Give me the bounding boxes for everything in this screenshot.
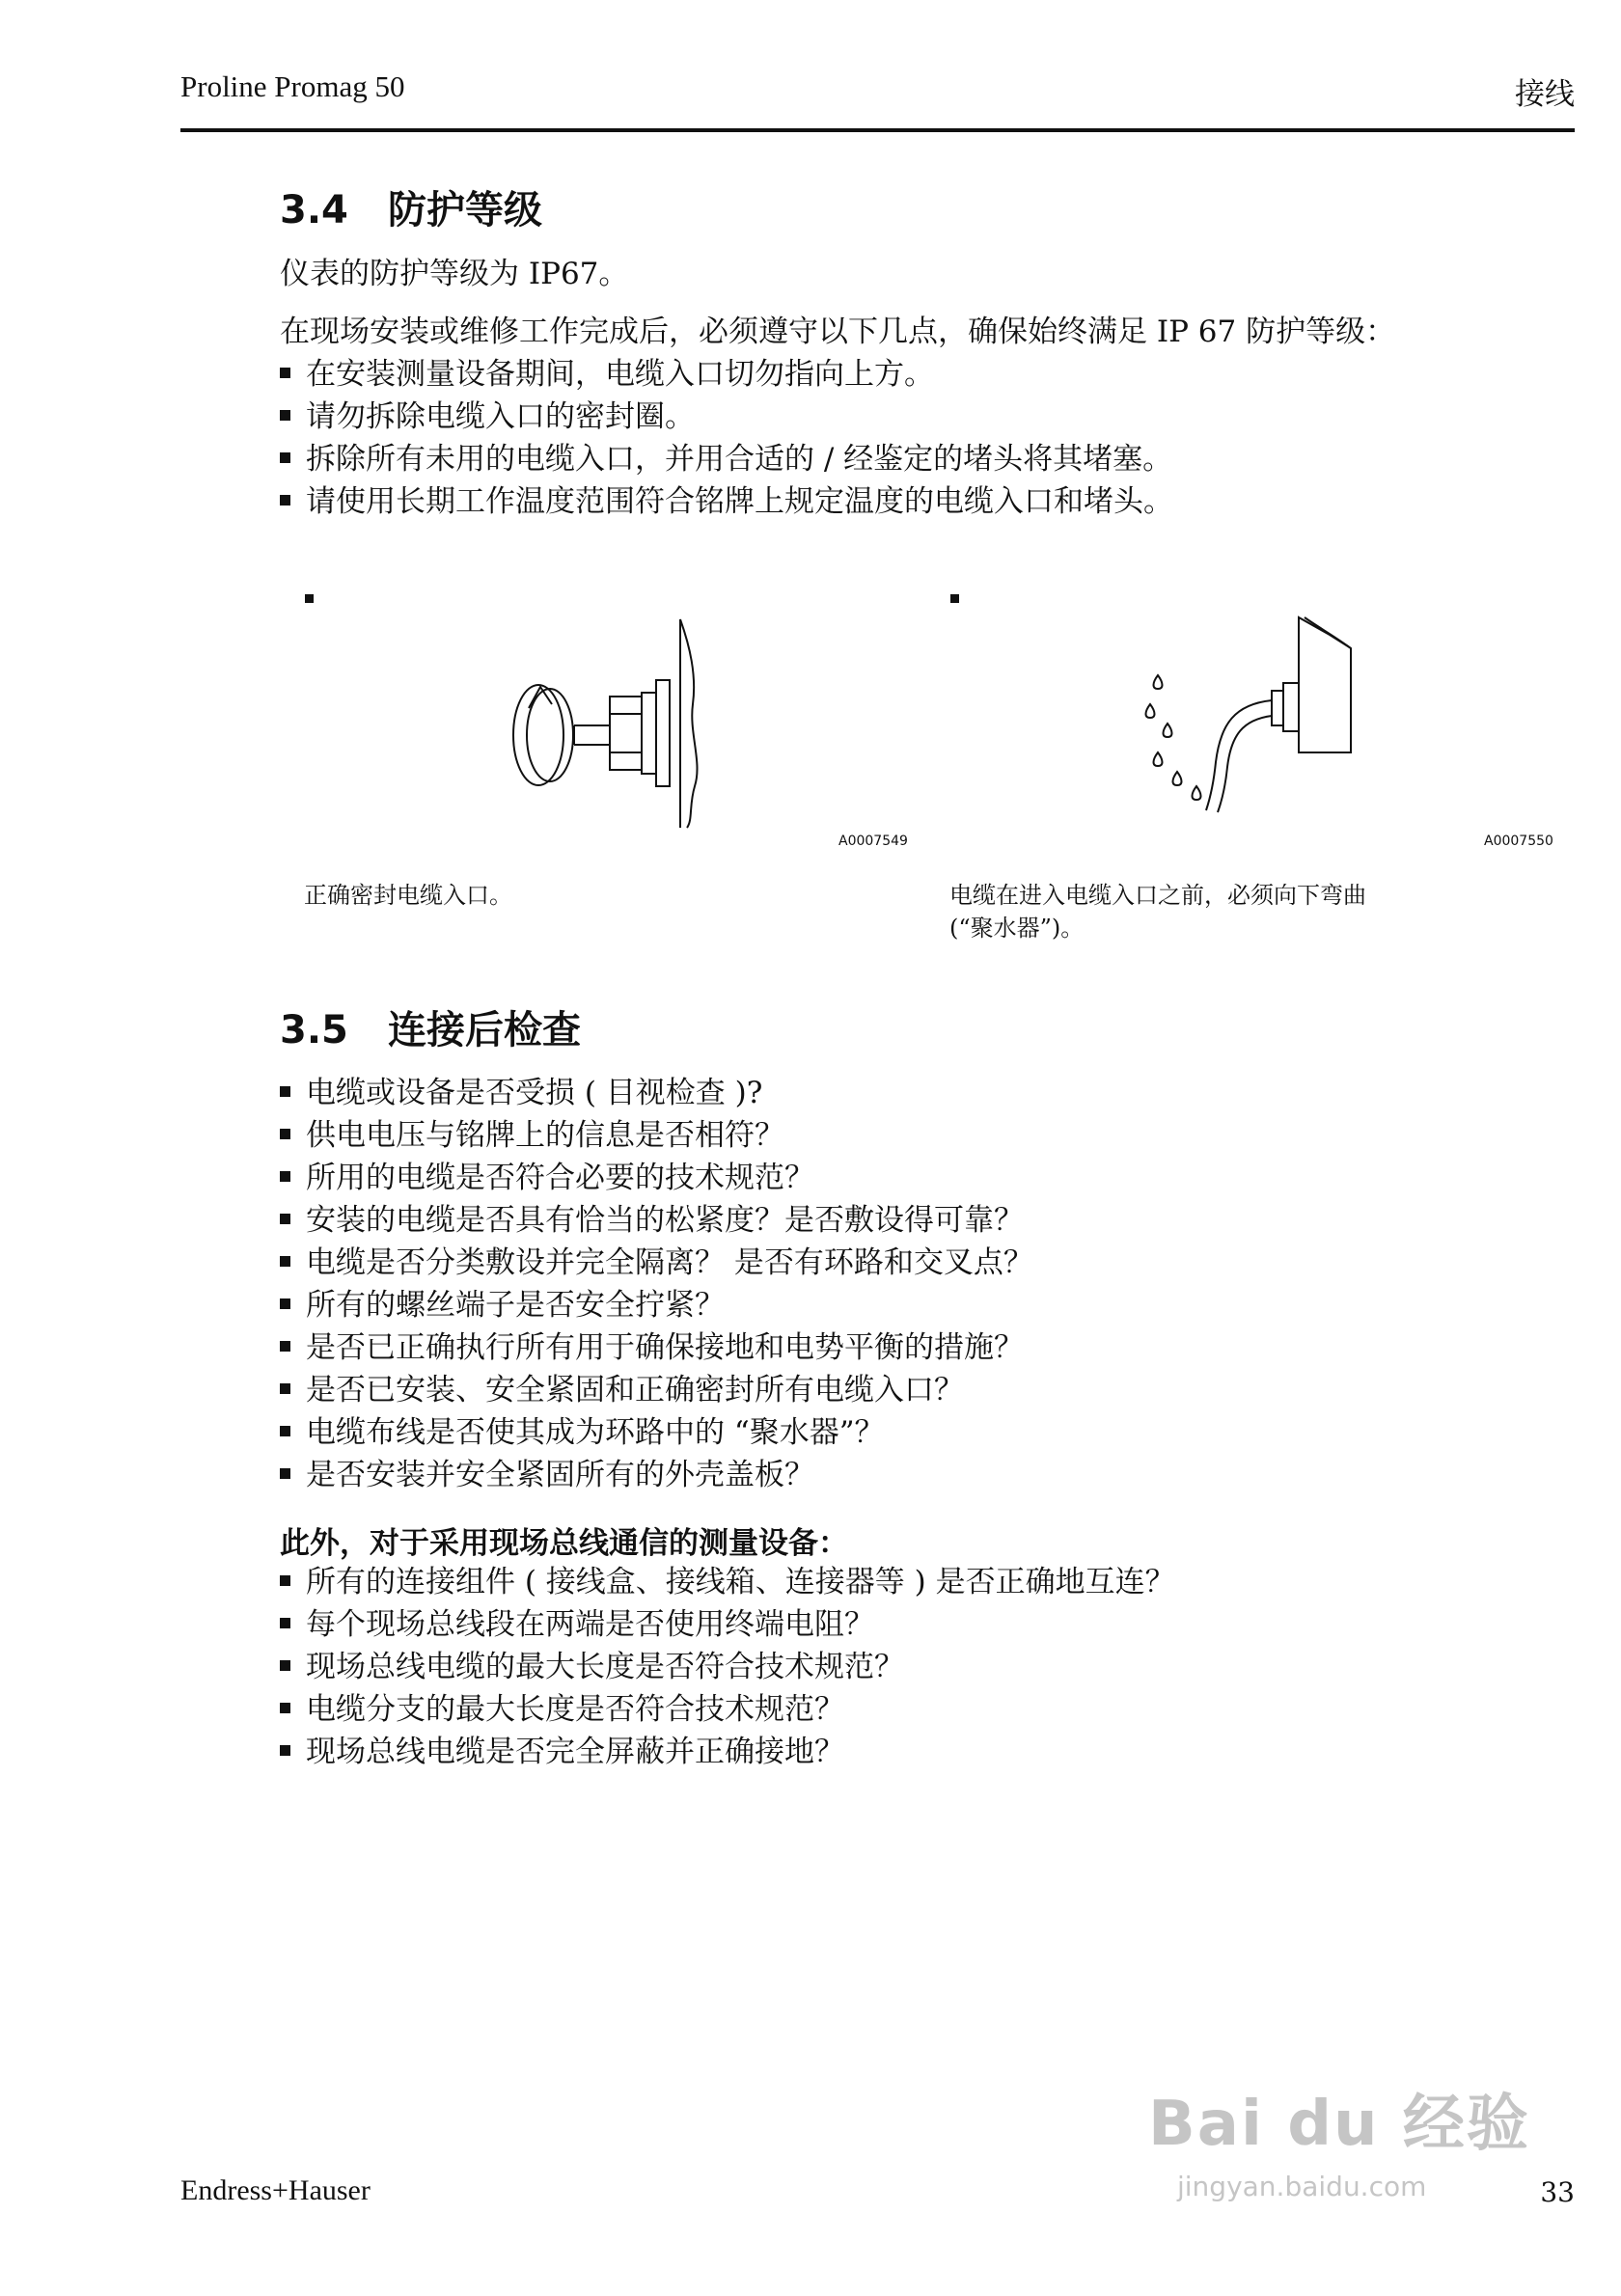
list-item: 供电电压与铭牌上的信息是否相符？	[280, 1114, 1033, 1157]
list-item: 所用的电缆是否符合必要的技术规范？	[280, 1157, 1033, 1199]
bullet-icon	[280, 1618, 290, 1628]
list-item: 电缆布线是否使其成为环路中的 “聚水器”？	[280, 1411, 1033, 1454]
cable-gland-sealing-illustration	[482, 608, 743, 830]
list-item: 电缆或设备是否受损 ( 目视检查 )?	[280, 1072, 1033, 1114]
figure-code-right: A0007550	[1484, 834, 1553, 849]
header-title: Proline Promag 50	[180, 69, 405, 103]
bullet-icon	[280, 1086, 290, 1097]
bullet-icon	[280, 1660, 290, 1671]
header-chapter: 接线	[1515, 77, 1575, 112]
figure-marker	[950, 594, 959, 603]
bullet-icon	[280, 1383, 290, 1394]
bullet-icon	[280, 1214, 290, 1224]
section-number: 3.4	[280, 188, 348, 232]
footer-company: Endress+Hauser	[180, 2174, 371, 2206]
bullet-icon	[280, 1171, 290, 1182]
list-item: 是否已正确执行所有用于确保接地和电势平衡的措施？	[280, 1326, 1033, 1369]
header-rule	[180, 128, 1575, 132]
list-item: 电缆分支的最大长度是否符合技术规范？	[280, 1688, 1175, 1731]
bullet-icon	[280, 1575, 290, 1586]
bullet-icon	[280, 1426, 290, 1436]
list-item: 请使用长期工作温度范围符合铭牌上规定温度的电缆入口和堵头。	[280, 480, 1173, 523]
watermark-url: jingyan.baidu.com	[1177, 2171, 1427, 2202]
list-item: 所有的螺丝端子是否安全拧紧？	[280, 1284, 1033, 1326]
bullet-icon	[280, 1129, 290, 1139]
bullet-icon	[280, 1468, 290, 1479]
bullet-icon	[280, 495, 290, 506]
fieldbus-heading: 此外，对于采用现场总线通信的测量设备：	[280, 1526, 848, 1561]
fieldbus-check-list	[280, 1561, 1175, 1773]
watermark-brand: Bai du 经验	[1148, 2089, 1530, 2160]
list-item: 现场总线电缆的最大长度是否符合技术规范？	[280, 1646, 1175, 1688]
baidu-watermark	[1148, 2074, 1553, 2219]
post-connection-check-list	[280, 1072, 1033, 1496]
list-item: 电缆是否分类敷设并完全隔离？ 是否有环路和交叉点？	[280, 1242, 1033, 1284]
list-item: 是否已安装、安全紧固和正确密封所有电缆入口？	[280, 1369, 1033, 1411]
list-item: 在安装测量设备期间，电缆入口切勿指向上方。	[280, 353, 1173, 396]
bullet-icon	[280, 1703, 290, 1713]
list-item: 每个现场总线段在两端是否使用终端电阻？	[280, 1603, 1175, 1646]
figure-caption-right-line2: (“聚水器”)。	[949, 915, 1085, 942]
figure-marker	[305, 594, 314, 603]
list-item: 现场总线电缆是否完全屏蔽并正确接地？	[280, 1731, 1175, 1773]
list-item: 安装的电缆是否具有恰当的松紧度？是否敷设得可靠？	[280, 1199, 1033, 1242]
ip-rating-paragraph: 仪表的防护等级为 IP67。	[280, 257, 629, 291]
page-number: 33	[1540, 2176, 1575, 2208]
bullet-icon	[280, 452, 290, 463]
bullet-icon	[280, 1298, 290, 1309]
bullet-icon	[280, 1341, 290, 1352]
cable-water-trap-illustration	[1129, 608, 1370, 830]
figure-caption-left: 正确密封电缆入口。	[304, 882, 512, 909]
bullet-icon	[280, 368, 290, 378]
section-title: 防护等级	[388, 188, 542, 232]
list-item: 请勿拆除电缆入口的密封圈。	[280, 396, 1173, 438]
ip-requirements-list	[280, 353, 1173, 523]
bullet-icon	[280, 1256, 290, 1267]
section-title: 连接后检查	[388, 1008, 581, 1052]
bullet-icon	[280, 410, 290, 421]
section-3-4-heading	[280, 179, 542, 234]
ip-requirements-intro: 在现场安装或维修工作完成后，必须遵守以下几点，确保始终满足 IP 67 防护等级：	[280, 314, 1396, 349]
list-item: 拆除所有未用的电缆入口，并用合适的 / 经鉴定的堵头将其堵塞。	[280, 438, 1173, 480]
section-3-5-heading	[280, 999, 581, 1054]
list-item: 所有的连接组件 ( 接线盒、接线箱、连接器等 ) 是否正确地互连？	[280, 1561, 1175, 1603]
figure-code-left: A0007549	[838, 834, 908, 849]
list-item: 是否安装并安全紧固所有的外壳盖板？	[280, 1454, 1033, 1496]
figure-caption-right-line1: 电缆在进入电缆入口之前，必须向下弯曲	[949, 882, 1366, 909]
section-number: 3.5	[280, 1008, 348, 1052]
bullet-icon	[280, 1745, 290, 1756]
